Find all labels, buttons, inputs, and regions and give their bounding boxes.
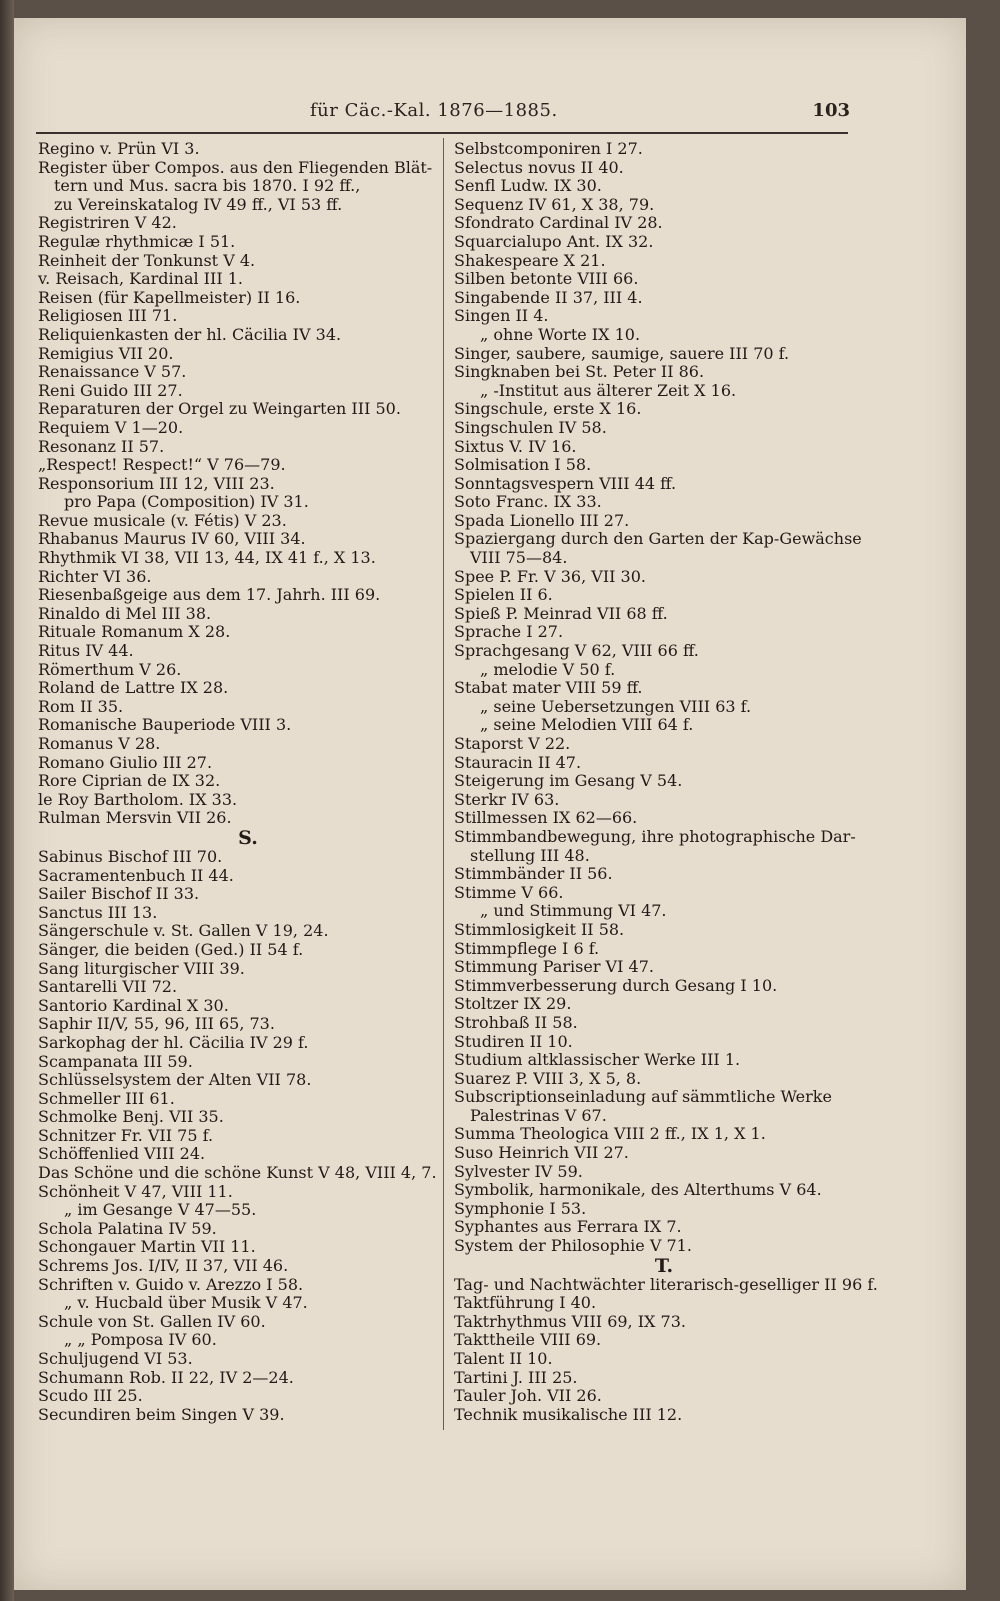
index-entry: Rore Ciprian de IX 32. [38, 771, 221, 791]
index-entry: Studium altklassischer Werke III 1. [454, 1050, 741, 1070]
index-entry: „ und Stimmung VI 47. [480, 901, 667, 921]
index-entry: Senfl Ludw. IX 30. [454, 176, 602, 196]
index-entry: Rinaldo di Mel III 38. [38, 603, 212, 623]
index-entry: pro Papa (Composition) IV 31. [64, 492, 309, 512]
index-entry: Stimmbänder II 56. [454, 864, 613, 884]
index-entry: Schöffenlied VIII 24. [38, 1144, 206, 1164]
index-entry: Spee P. Fr. V 36, VII 30. [454, 566, 646, 586]
index-column-right [454, 139, 878, 1424]
index-entry: Schongauer Martin VII 11. [38, 1237, 256, 1257]
index-entry: Singknaben bei St. Peter II 86. [454, 362, 705, 382]
index-entry: zu Vereinskatalog IV 49 ff., VI 53 ff. [54, 194, 343, 214]
index-entry: Schrems Jos. I/IV, II 37, VII 46. [38, 1256, 289, 1276]
index-entry: Rom II 35. [38, 696, 124, 716]
index-entry: Stabat mater VIII 59 ff. [454, 678, 643, 698]
index-entry: Schnitzer Fr. VII 75 f. [38, 1125, 214, 1145]
header-title: für Cäc.-Kal. 1876—1885. [310, 100, 558, 121]
index-entry: Sarkophag der hl. Cäcilia IV 29 f. [38, 1032, 309, 1052]
index-entry: Selectus novus II 40. [454, 157, 624, 177]
index-entry: Symbolik, harmonikale, des Alterthums V 64. [454, 1180, 822, 1200]
index-entry: Scudo III 25. [38, 1386, 143, 1406]
index-entry: Subscriptionseinladung auf sämmtliche Werke [454, 1087, 832, 1107]
index-entry: Scampanata III 59. [38, 1051, 193, 1071]
index-entry: Schuljugend VI 53. [38, 1349, 193, 1368]
index-entry: Stimmung Pariser VI 47. [454, 957, 654, 977]
index-entry: Spaziergang durch den Garten der Kap-Gewächse [454, 529, 862, 549]
index-entry: Resonanz II 57. [38, 436, 165, 456]
index-entry: Rulman Mersvin VII 26. [38, 808, 232, 828]
index-entry: Reinheit der Tonkunst V 4. [38, 250, 256, 270]
index-entry: Schlüsselsystem der Alten VII 78. [38, 1070, 312, 1090]
index-entry: Richter VI 36. [38, 566, 152, 586]
index-entry: le Roy Bartholom. IX 33. [38, 789, 238, 809]
index-entry: Religiosen III 71. [38, 306, 178, 326]
index-entry: „ seine Melodien VIII 64 f. [480, 715, 694, 735]
index-entry: Technik musikalische III 12. [454, 1404, 683, 1424]
index-entry: VIII 75—84. [470, 548, 568, 568]
index-entry: Spielen II 6. [454, 585, 553, 605]
index-entry: Tartini J. III 25. [454, 1367, 578, 1387]
index-entry: Stimmlosigkeit II 58. [454, 919, 625, 939]
index-entry: stellung III 48. [470, 845, 590, 865]
index-entry: Shakespeare X 21. [454, 250, 606, 270]
index-entry: Reisen (für Kapellmeister) II 16. [38, 287, 301, 307]
index-entry: Roland de Lattre IX 28. [38, 678, 229, 698]
index-entry: Strohbaß II 58. [454, 1012, 578, 1032]
index-entry: Registriren V 42. [38, 213, 177, 233]
index-entry: Schmeller III 61. [38, 1088, 175, 1108]
index-entry: Sterkr IV 63. [454, 789, 560, 809]
index-entry: Römerthum V 26. [38, 659, 182, 679]
index-entry: Reliquienkasten der hl. Cäcilia IV 34. [38, 324, 342, 344]
index-entry: Santarelli VII 72. [38, 977, 178, 997]
index-entry: Stimmpflege I 6 f. [454, 938, 600, 958]
index-entry: „ „ Pomposa IV 60. [64, 1330, 217, 1350]
index-entry: Singabende II 37, III 4. [454, 287, 643, 307]
index-entry: Schönheit V 47, VIII 11. [38, 1181, 233, 1201]
index-entry: Sylvester IV 59. [454, 1161, 583, 1181]
index-entry: Suarez P. VIII 3, X 5, 8. [454, 1068, 642, 1088]
section-letter: T. [654, 1254, 674, 1277]
index-entry: tern und Mus. sacra bis 1870. I 92 ff., [54, 176, 361, 196]
index-entry: Sailer Bischof II 33. [38, 884, 200, 904]
index-entry: Stoltzer IX 29. [454, 994, 572, 1014]
index-entry: Sprachgesang V 62, VIII 66 ff. [454, 641, 699, 661]
index-entry: v. Reisach, Kardinal III 1. [38, 269, 243, 289]
index-entry: Taktführung I 40. [454, 1293, 597, 1313]
index-entry: Regino v. Prün VI 3. [38, 139, 200, 158]
index-entry: Staporst V 22. [454, 734, 571, 753]
index-entry: „ -Institut aus älterer Zeit X 16. [480, 380, 737, 400]
index-entry: Tag- und Nachtwächter literarisch-geselliger II 96 f. [454, 1274, 878, 1294]
running-header [310, 100, 850, 128]
index-entry: Takttheile VIII 69. [454, 1330, 602, 1350]
index-entry: Sprache I 27. [454, 622, 564, 642]
index-entry: Talent II 10. [454, 1349, 553, 1368]
index-entry: Summa Theologica VIII 2 ff., IX 1, X 1. [454, 1124, 766, 1144]
index-entry: Schmolke Benj. VII 35. [38, 1107, 224, 1127]
index-entry: Rhabanus Maurus IV 60, VIII 34. [38, 529, 306, 549]
index-entry: Romanische Bauperiode VIII 3. [38, 715, 292, 735]
index-entry: Stimmbandbewegung, ihre photographische Dar- [454, 826, 856, 846]
index-entry: Stimme V 66. [454, 882, 564, 902]
index-entry: „ melodie V 50 f. [480, 659, 616, 679]
index-entry: Taktrhythmus VIII 69, IX 73. [454, 1311, 686, 1331]
column-divider [443, 138, 444, 1430]
index-entry: „ v. Hucbald über Musik V 47. [64, 1293, 308, 1313]
index-column-left [38, 140, 438, 1424]
index-entry: Sängerschule v. St. Gallen V 19, 24. [38, 921, 329, 941]
index-entry: Palestrinas V 67. [470, 1105, 607, 1125]
index-entry: Secundiren beim Singen V 39. [38, 1404, 285, 1424]
index-entry: Reni Guido III 27. [38, 380, 183, 400]
index-entry: Reparaturen der Orgel zu Weingarten III 50. [38, 399, 401, 419]
index-entry: Schriften v. Guido v. Arezzo I 58. [38, 1274, 304, 1294]
index-entry: „ seine Uebersetzungen VIII 63 f. [480, 696, 752, 716]
index-entry: Das Schöne und die schöne Kunst V 48, VIII 4, 7. [38, 1163, 437, 1183]
index-entry: Singen II 4. [454, 306, 549, 326]
index-entry: Sacramentenbuch II 44. [38, 865, 234, 885]
index-entry: Sonntagsvespern VIII 44 ff. [454, 473, 677, 493]
book-spine [0, 0, 14, 1601]
index-entry: Sänger, die beiden (Ged.) II 54 f. [38, 939, 304, 959]
index-entry: Stillmessen IX 62—66. [454, 808, 638, 828]
index-entry: Rhythmik VI 38, VII 13, 44, IX 41 f., X 13. [38, 548, 376, 568]
index-entry: Spieß P. Meinrad VII 68 ff. [454, 603, 668, 623]
index-entry: Spada Lionello III 27. [454, 510, 630, 530]
index-entry: Soto Franc. IX 33. [454, 492, 602, 512]
page-number: 103 [812, 100, 850, 121]
header-rule [36, 132, 848, 134]
index-entry: Sequenz IV 61, X 38, 79. [454, 194, 655, 214]
index-entry: Renaissance V 57. [38, 362, 187, 382]
index-entry: Schumann Rob. II 22, IV 2—24. [38, 1367, 294, 1387]
index-entry: Saphir II/V, 55, 96, III 65, 73. [38, 1014, 275, 1034]
index-entry: Syphantes aus Ferrara IX 7. [454, 1217, 682, 1237]
index-entry: Sang liturgischer VIII 39. [38, 958, 245, 978]
index-entry: Responsorium III 12, VIII 23. [38, 473, 275, 493]
index-entry: Singschule, erste X 16. [454, 399, 642, 419]
index-entry: Schule von St. Gallen IV 60. [38, 1311, 266, 1331]
index-entry: Requiem V 1—20. [38, 417, 184, 437]
index-entry: „ ohne Worte IX 10. [480, 324, 641, 344]
index-entry: Silben betonte VIII 66. [454, 269, 639, 289]
index-entry: Ritus IV 44. [38, 641, 134, 661]
index-entry: Schola Palatina IV 59. [38, 1218, 217, 1238]
index-entry: Sanctus III 13. [38, 902, 158, 922]
index-entry: Sfondrato Cardinal IV 28. [454, 213, 663, 233]
index-entry: Selbstcomponiren I 27. [454, 139, 643, 158]
index-entry: Sixtus V. IV 16. [454, 436, 577, 456]
index-entry: „Respect! Respect!“ V 76—79. [38, 455, 286, 475]
index-entry: Riesenbaßgeige aus dem 17. Jahrh. III 69. [38, 585, 381, 605]
index-entry: Revue musicale (v. Fétis) V 23. [38, 510, 287, 530]
index-entry: Studiren II 10. [454, 1031, 573, 1051]
index-entry: Singschulen IV 58. [454, 417, 607, 437]
index-entry: „ im Gesange V 47—55. [64, 1200, 257, 1220]
index-entry: Sabinus Bischof III 70. [38, 846, 223, 866]
index-entry: Romanus V 28. [38, 734, 161, 753]
index-entry: Symphonie I 53. [454, 1198, 587, 1218]
index-entry: Squarcialupo Ant. IX 32. [454, 231, 654, 251]
index-entry: Stauracin II 47. [454, 752, 582, 772]
index-entry: System der Philosophie V 71. [454, 1236, 692, 1256]
index-entry: Tauler Joh. VII 26. [454, 1386, 602, 1406]
index-entry: Rituale Romanum X 28. [38, 622, 231, 642]
index-entry: Register über Compos. aus den Fliegenden Blät- [38, 157, 433, 177]
index-entry: Regulæ rhythmicæ I 51. [38, 231, 236, 251]
index-entry: Steigerung im Gesang V 54. [454, 771, 683, 791]
index-entry: Stimmverbesserung durch Gesang I 10. [454, 975, 778, 995]
index-entry: Solmisation I 58. [454, 455, 592, 475]
section-letter: S. [238, 826, 258, 849]
index-entry: Santorio Kardinal X 30. [38, 995, 229, 1015]
index-entry: Suso Heinrich VII 27. [454, 1143, 629, 1163]
index-entry: Remigius VII 20. [38, 343, 174, 363]
index-entry: Romano Giulio III 27. [38, 752, 213, 772]
index-entry: Singer, saubere, saumige, sauere III 70 f. [454, 343, 790, 363]
